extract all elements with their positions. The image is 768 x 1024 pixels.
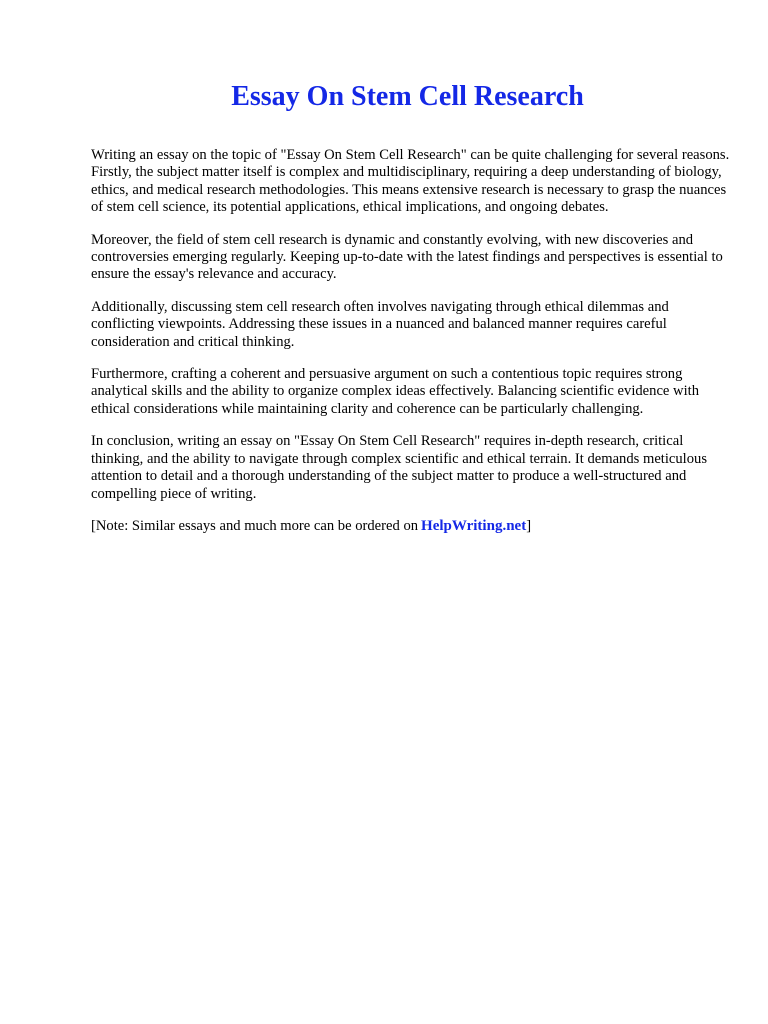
paragraph-additionally: Additionally, discussing stem cell research often involves navigating through ethical dilemmas and conflicting viewpoints. Addressing these issues in a nuanced and balanced manner requires careful consideration and critical thinking. — [91, 298, 669, 350]
document-body — [91, 147, 731, 550]
paragraph-intro: Writing an essay on the topic of "Essay On Stem Cell Research" can be quite challenging for several reasons. Firstly, the subject matter itself is complex and multidisciplinary, requiring a deep understanding of biology, ethics, and medical research methodologies. This means extensive research is necessary to grasp the nuances of stem cell science, its potential applications, ethical implications, and ongoing debates. — [91, 147, 730, 216]
helpwriting-link[interactable]: HelpWriting.net — [421, 517, 527, 534]
paragraph-furthermore: Furthermore, crafting a coherent and persuasive argument on such a contentious topic requires strong analytical skills and the ability to organize complex ideas effectively. Balancing scientific evidence with ethical considerations while maintaining clarity and coherence can be particularly challenging. — [91, 366, 699, 417]
note-suffix: ] — [526, 517, 532, 534]
paragraph-moreover: Moreover, the field of stem cell research is dynamic and constantly evolving, with new discoveries and controversies emerging regularly. Keeping up-to-date with the latest findings and perspectives is essential to ensure the essay's relevance and accuracy. — [91, 231, 723, 283]
ordering-note — [91, 518, 731, 535]
paragraph-conclusion: In conclusion, writing an essay on "Essay On Stem Cell Research" requires in-depth research, critical thinking, and the ability to navigate through complex scientific and ethical terrain. It demands meticulous attention to detail and a thorough understanding of the subject matter to produce a well-structured and compelling piece of writing. — [91, 433, 708, 502]
document-title: Essay On Stem Cell Research — [231, 81, 584, 112]
note-prefix: [Note: Similar essays and much more can be ordered on — [91, 517, 419, 534]
